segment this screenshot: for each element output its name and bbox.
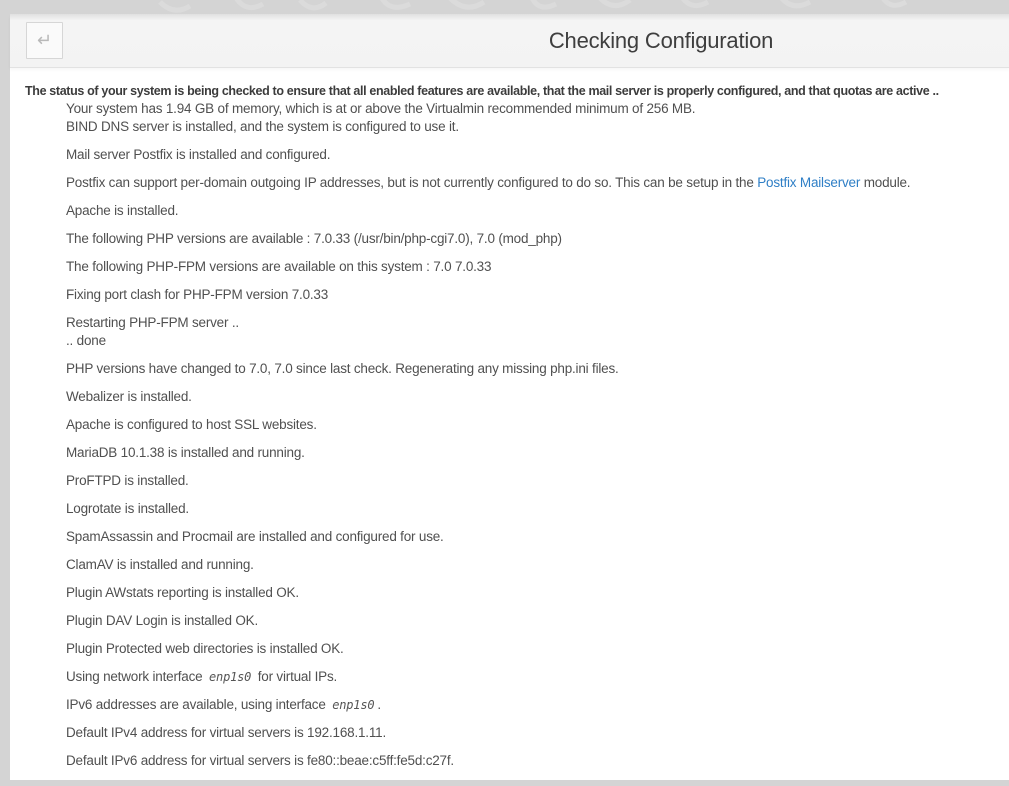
- status-paragraph: [66, 472, 991, 490]
- status-text: Default IPv6 address for virtual servers is fe80::beae:c5ff:fe5d:c27f.: [66, 753, 454, 768]
- status-text: ProFTPD is installed.: [66, 473, 189, 488]
- status-text: Your system has 1.94 GB of memory, which is at or above the Virtualmin recommended minimum of 256 MB.: [66, 101, 696, 116]
- status-text: SpamAssassin and Procmail are installed and configured for use.: [66, 529, 444, 544]
- status-text: Mail server Postfix is installed and configured.: [66, 147, 331, 162]
- status-paragraph: [66, 174, 991, 192]
- status-text: IPv6 addresses are available, using interface: [66, 697, 330, 712]
- status-lines: [66, 100, 991, 770]
- status-line: [66, 696, 991, 714]
- status-line: [66, 332, 991, 350]
- status-line: [66, 314, 991, 332]
- status-text: Plugin AWstats reporting is installed OK.: [66, 585, 299, 600]
- page-title: Checking Configuration: [548, 27, 774, 53]
- status-text: Fixing port clash for PHP-FPM version 7.0.33: [66, 287, 329, 302]
- status-line: [66, 556, 991, 574]
- status-paragraph: [66, 230, 991, 248]
- status-text: module.: [860, 175, 911, 190]
- status-line: [66, 286, 991, 304]
- status-paragraph: [66, 640, 991, 658]
- status-paragraph: [66, 612, 991, 630]
- status-line: [66, 724, 991, 742]
- status-paragraph: [66, 314, 991, 350]
- status-text: Apache is configured to host SSL websites.: [66, 417, 317, 432]
- status-text: Plugin Protected web directories is installed OK.: [66, 641, 344, 656]
- status-line: [66, 668, 991, 686]
- background-script-glyphs: [0, 0, 1009, 14]
- status-text: Apache is installed.: [66, 203, 179, 218]
- status-paragraph: [66, 100, 991, 136]
- status-text: BIND DNS server is installed, and the system is configured to use it.: [66, 119, 459, 134]
- status-text: Using network interface: [66, 669, 207, 684]
- status-line: [66, 444, 991, 462]
- status-paragraph: [66, 584, 991, 602]
- status-text: ClamAV is installed and running.: [66, 557, 254, 572]
- status-intro-text: The status of your system is being checked to ensure that all enabled features are available, that the mail server is properly configured, and that quotas are active ..: [25, 84, 939, 98]
- status-line: [66, 146, 991, 164]
- status-line: [66, 202, 991, 220]
- status-paragraph: [66, 724, 991, 742]
- network-interface-code: enp1s0: [332, 698, 375, 712]
- status-paragraph: [66, 202, 991, 220]
- status-paragraph: [66, 146, 991, 164]
- status-paragraph: [66, 286, 991, 304]
- status-line: [66, 360, 991, 378]
- status-paragraph: [66, 444, 991, 462]
- status-line: [66, 752, 991, 770]
- status-line: [66, 416, 991, 434]
- status-paragraph: [66, 416, 991, 434]
- status-line: [66, 100, 991, 118]
- status-paragraph: [66, 360, 991, 378]
- status-text: Postfix can support per-domain outgoing IP addresses, but is not currently configured to do so. This can be setup in the: [66, 175, 758, 190]
- status-text: .. done: [66, 333, 106, 348]
- status-text: PHP versions have changed to 7.0, 7.0 since last check. Regenerating any missing php.ini files.: [66, 361, 619, 376]
- status-text: Webalizer is installed.: [66, 389, 192, 404]
- status-line: [66, 528, 991, 546]
- status-paragraph: [66, 258, 991, 276]
- status-line: [66, 230, 991, 248]
- status-line: [66, 472, 991, 490]
- status-text: Logrotate is installed.: [66, 501, 189, 516]
- status-paragraph: [66, 752, 991, 770]
- status-paragraph: [66, 388, 991, 406]
- status-paragraph: [66, 500, 991, 518]
- back-button[interactable]: [26, 22, 63, 59]
- status-line: [66, 258, 991, 276]
- status-line: [66, 174, 991, 192]
- status-paragraph: [66, 696, 991, 714]
- status-line: [66, 612, 991, 630]
- status-line: [66, 584, 991, 602]
- status-text: for virtual IPs.: [254, 669, 338, 684]
- status-text: Plugin DAV Login is installed OK.: [66, 613, 259, 628]
- checking-configuration-panel: [10, 14, 1009, 780]
- status-paragraph: [66, 528, 991, 546]
- panel-header: [10, 14, 1009, 68]
- status-line: [66, 500, 991, 518]
- status-text: Default IPv4 address for virtual servers is 192.168.1.11.: [66, 725, 387, 740]
- status-text: The following PHP-FPM versions are available on this system : 7.0 7.0.33: [66, 259, 492, 274]
- postfix-mailserver-link[interactable]: Postfix Mailserver: [757, 175, 861, 190]
- status-paragraph: [66, 668, 991, 686]
- network-interface-code: enp1s0: [209, 670, 252, 684]
- status-line: [66, 388, 991, 406]
- status-paragraph: [66, 556, 991, 574]
- status-text: Restarting PHP-FPM server ..: [66, 315, 239, 330]
- status-text: MariaDB 10.1.38 is installed and running.: [66, 445, 305, 460]
- status-line: [66, 640, 991, 658]
- status-content: [10, 68, 1009, 770]
- status-text: .: [377, 697, 381, 712]
- return-arrow-icon: ↵: [36, 30, 53, 50]
- status-text: The following PHP versions are available : 7.0.33 (/usr/bin/php-cgi7.0), 7.0 (mod_php): [66, 231, 562, 246]
- status-line: [66, 118, 991, 136]
